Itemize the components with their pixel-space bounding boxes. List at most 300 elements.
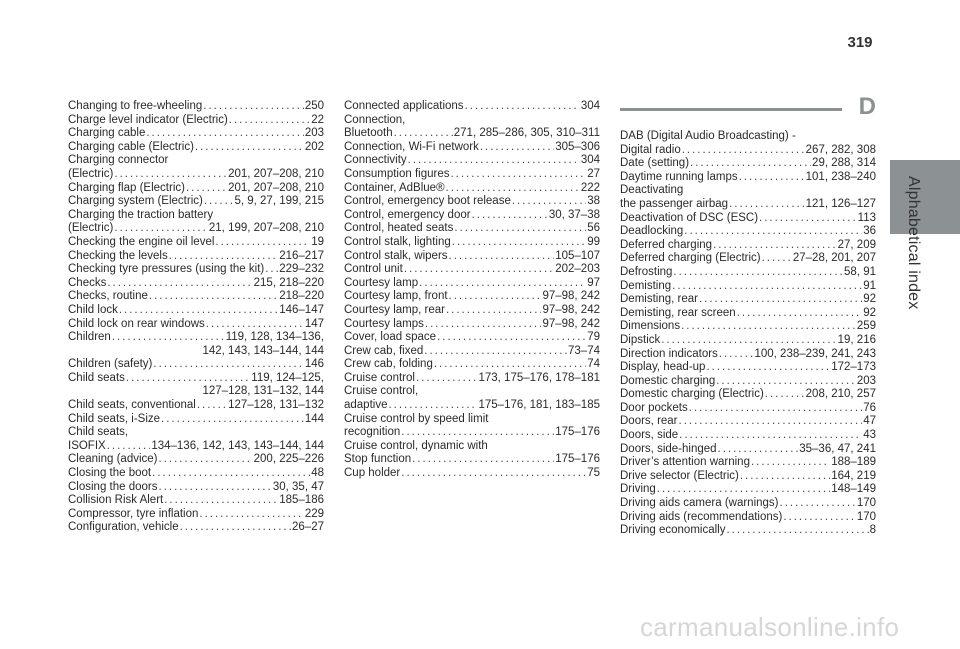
- index-entry-line: [620, 320, 876, 334]
- index-entry-line: [68, 304, 324, 318]
- index-entry-term: Connection, Wi-Fi network: [344, 140, 479, 153]
- index-entry: [344, 331, 600, 345]
- letter-heading: [620, 93, 876, 126]
- dot-leader: [401, 467, 586, 481]
- index-entry-line: [68, 100, 324, 114]
- index-entry: [620, 334, 876, 348]
- index-entry: [620, 443, 876, 457]
- dot-leader: [112, 331, 225, 345]
- index-entry: [620, 171, 876, 185]
- dot-leader: [718, 443, 799, 457]
- index-entry-term: Changing to free-wheeling: [68, 100, 203, 112]
- index-entry-line: [68, 236, 324, 250]
- index-entry-line: [620, 157, 876, 171]
- index-entry-line: [68, 114, 324, 128]
- index-entry: [68, 290, 324, 304]
- index-entry-term: Doors, rear: [620, 415, 678, 428]
- index-entry-line: [620, 266, 876, 280]
- index-entry-term: Cruise control,: [344, 385, 419, 398]
- index-entry-term: Doors, side: [620, 429, 679, 442]
- index-entry-pages: 147: [304, 317, 324, 330]
- dot-leader: [673, 266, 843, 280]
- index-entry-term: Demisting: [620, 279, 672, 292]
- dot-leader: [449, 290, 542, 304]
- index-entry-term: Driving economically: [620, 524, 726, 537]
- index-entry-line: [68, 222, 324, 236]
- dot-leader: [434, 358, 586, 372]
- index-entry-pages-continued: 127–128, 131–132, 144: [202, 385, 324, 398]
- index-column-2: [344, 100, 600, 481]
- index-entry-line: [620, 184, 876, 198]
- index-entry-line: [68, 209, 324, 223]
- index-entry-pages: 173, 175–176, 178–181: [478, 371, 600, 384]
- index-entry: [68, 182, 324, 196]
- index-entry: [344, 372, 600, 386]
- index-entry-term: Child seats, i-Size: [68, 412, 161, 425]
- index-entry-term: Closing the doors: [68, 480, 158, 493]
- index-entry-pages: 304: [580, 100, 600, 112]
- index-entry-line: [344, 331, 600, 345]
- dot-leader: [740, 470, 830, 484]
- index-entry-term: Dimensions: [620, 320, 681, 333]
- index-entry-term: Driving aids camera (warnings): [620, 497, 779, 510]
- index-entry-term: Charging cable: [68, 127, 146, 140]
- index-entry-term: Control, heated seats: [344, 222, 454, 235]
- index-entry: [620, 361, 876, 375]
- dot-leader: [203, 100, 304, 114]
- index-entry-pages: 74: [587, 358, 600, 371]
- index-entry-line: [344, 399, 600, 413]
- dot-leader: [726, 524, 868, 538]
- index-entry-line: [620, 415, 876, 429]
- index-entry-pages: 101, 238–240: [805, 170, 876, 183]
- index-entry: [344, 222, 600, 236]
- index-entry-pages: 27–28, 201, 207: [792, 252, 876, 265]
- dot-leader: [657, 483, 830, 497]
- index-entry-line: [344, 318, 600, 332]
- dot-leader: [180, 521, 291, 535]
- index-entry-term: recognition: [344, 426, 401, 439]
- dot-leader: [164, 494, 278, 508]
- index-entry-term: Deferred charging: [620, 238, 713, 251]
- index-entry: [620, 225, 876, 239]
- dot-leader: [425, 318, 542, 332]
- index-entry: [344, 209, 600, 223]
- index-entry-pages: 97: [587, 276, 600, 289]
- index-entry: [344, 440, 600, 467]
- index-entry: [620, 157, 876, 171]
- dot-leader: [679, 429, 862, 443]
- index-entry: [68, 372, 324, 399]
- dot-leader: [480, 141, 554, 155]
- dot-leader: [449, 250, 555, 264]
- dot-leader: [729, 198, 805, 212]
- dot-leader: [699, 293, 862, 307]
- section-label: Alphabetical index: [905, 176, 922, 310]
- index-entry-line: [68, 263, 324, 277]
- dot-leader: [689, 402, 862, 416]
- index-entry-term: Connected applications: [344, 100, 464, 112]
- index-entry-line: [68, 277, 324, 291]
- index-entry: [68, 100, 324, 114]
- index-entry: [68, 413, 324, 427]
- index-entry-pages: 56: [587, 222, 600, 235]
- index-entry: [620, 212, 876, 226]
- index-entry-line: [344, 195, 600, 209]
- index-entry: [344, 318, 600, 332]
- index-entry: [620, 483, 876, 497]
- index-entry: [344, 385, 600, 412]
- index-entry-pages: 202: [304, 140, 324, 153]
- index-entry: [68, 331, 324, 358]
- index-entry-pages: 170: [856, 497, 876, 510]
- index-entry-term: Doors, side-hinged: [620, 442, 717, 455]
- index-entry: [68, 195, 324, 209]
- index-entry-term: Charging system (Electric): [68, 195, 203, 208]
- index-entry-line: [620, 456, 876, 470]
- index-entry-line: [344, 453, 600, 467]
- index-entry-line: [344, 168, 600, 182]
- index-entry: [620, 415, 876, 429]
- index-entry-pages: 201, 207–208, 210: [228, 181, 324, 194]
- dot-leader: [472, 209, 548, 223]
- dot-leader: [424, 345, 567, 359]
- index-entry-term: Charge level indicator (Electric): [68, 113, 228, 126]
- index-entry: [620, 252, 876, 266]
- index-entry-line: [68, 467, 324, 481]
- index-entry-line: [620, 252, 876, 266]
- index-entry-line: [68, 182, 324, 196]
- index-entry-term: Cruise control: [344, 371, 415, 384]
- index-entry-term: Stop function: [344, 453, 412, 466]
- index-entry-pages: 38: [587, 195, 600, 208]
- dot-leader: [404, 263, 554, 277]
- dot-leader: [682, 144, 805, 158]
- index-entry-line: [620, 402, 876, 416]
- dot-leader: [388, 399, 477, 413]
- index-entry-term: Control unit: [344, 263, 403, 276]
- index-entry-pages: 22: [311, 113, 324, 126]
- index-entry-line: [620, 307, 876, 321]
- index-entry-line: [68, 440, 324, 454]
- dot-leader: [152, 467, 310, 481]
- index-entry-pages: 8: [869, 524, 876, 537]
- index-entry-pages: 47: [863, 415, 876, 428]
- index-entry-line: [620, 361, 876, 375]
- index-entry-line: [344, 141, 600, 155]
- index-entry-line: [344, 277, 600, 291]
- dot-leader: [114, 168, 227, 182]
- index-entry-term: (Electric): [68, 167, 114, 180]
- index-entry-term: Domestic charging: [620, 374, 716, 387]
- index-entry: [344, 195, 600, 209]
- index-entry: [68, 508, 324, 522]
- index-entry: [620, 307, 876, 321]
- watermark: carmanualsonline.info: [640, 612, 900, 642]
- index-entry: [68, 277, 324, 291]
- index-entry-pages: 218–220: [279, 290, 324, 303]
- index-entry-line: [68, 127, 324, 141]
- index-entry-line: [68, 358, 324, 372]
- index-entry-pages: 97–98, 242: [542, 290, 600, 303]
- index-entry: [68, 263, 324, 277]
- index-entry-pages: 27, 209: [837, 238, 876, 251]
- index-entry: [620, 293, 876, 307]
- index-entry-term: Control stalk, lighting: [344, 235, 451, 248]
- index-entry-pages: 144: [304, 412, 324, 425]
- dot-leader: [681, 320, 856, 334]
- index-entry-term: Child lock: [68, 303, 118, 316]
- index-entry-line: [344, 385, 600, 399]
- dot-leader: [186, 182, 227, 196]
- index-entry-line: [620, 198, 876, 212]
- index-entry-pages: 134–136, 142, 143, 143–144, 144: [151, 439, 324, 452]
- index-entry: [344, 114, 600, 141]
- index-entry: [620, 184, 876, 211]
- index-entry-pages: 175–176, 181, 183–185: [478, 399, 600, 412]
- index-entry-line: [620, 429, 876, 443]
- index-entry-line: [68, 453, 324, 467]
- index-entry-pages-continued: 142, 143, 143–144, 144: [202, 344, 324, 357]
- index-entry-pages: 105–107: [555, 249, 600, 262]
- index-entry-pages: 185–186: [279, 494, 324, 507]
- dot-leader: [408, 154, 580, 168]
- index-entry-line: [344, 345, 600, 359]
- index-entry: [344, 100, 600, 114]
- index-entry-term: Child seats, conventional: [68, 399, 196, 412]
- index-entry-term: Driving aids (recommendations): [620, 510, 783, 523]
- index-entry: [68, 304, 324, 318]
- index-entry-term: Driving: [620, 483, 656, 496]
- index-entry-line: [68, 250, 324, 264]
- index-entry-pages: 27: [587, 167, 600, 180]
- index-entry-term: Collision Risk Alert: [68, 494, 164, 507]
- index-entry-term: Deadlocking: [620, 225, 684, 238]
- index-entry-pages: 113: [857, 211, 876, 224]
- index-entry-pages: 100, 238–239, 241, 243: [754, 347, 876, 360]
- index-entry-pages: 79: [587, 331, 600, 344]
- index-entry: [344, 250, 600, 264]
- index-entry-term: Cruise control by speed limit: [344, 412, 489, 425]
- index-entry-pages: 172–173: [831, 361, 876, 374]
- dot-leader: [146, 127, 303, 141]
- dot-leader: [149, 290, 278, 304]
- index-entry: [620, 239, 876, 253]
- index-entry-pages: 36: [863, 225, 876, 238]
- index-entry: [620, 388, 876, 402]
- dot-leader: [783, 511, 855, 525]
- index-entry-pages: 43: [863, 429, 876, 442]
- index-entry-line: [68, 426, 324, 440]
- index-entry-line: [68, 331, 324, 345]
- index-entry: [620, 524, 876, 538]
- index-entry-term: Bluetooth: [344, 127, 393, 140]
- dot-leader: [780, 497, 856, 511]
- dot-leader: [719, 348, 754, 362]
- index-column-3: [620, 130, 876, 538]
- index-entry-line: [344, 426, 600, 440]
- index-entry-line: [620, 144, 876, 158]
- index-entry-pages: 229: [304, 507, 324, 520]
- index-entry: [68, 127, 324, 141]
- index-entry-term: Container, AdBlue®: [344, 181, 445, 194]
- index-entry: [344, 413, 600, 440]
- index-entry: [68, 236, 324, 250]
- index-entry-term: Daytime running lamps: [620, 170, 738, 183]
- index-entry-line: [344, 127, 600, 141]
- index-entry-term: Door pockets: [620, 401, 688, 414]
- dot-leader: [206, 318, 304, 332]
- index-entry-pages: 75: [587, 467, 600, 480]
- index-entry-term: (Electric): [68, 222, 114, 235]
- index-entry-pages: 208, 210, 257: [805, 388, 876, 401]
- index-entry-pages: 229–232: [279, 263, 324, 276]
- index-entry-term: Cup holder: [344, 467, 401, 480]
- index-entry: [620, 266, 876, 280]
- index-entry-pages: 92: [863, 306, 876, 319]
- index-entry-term: Charging the traction battery: [68, 208, 214, 221]
- index-entry-pages: 73–74: [568, 344, 600, 357]
- dot-leader: [716, 375, 856, 389]
- index-entry-pages: 146–147: [279, 303, 324, 316]
- dot-leader: [437, 331, 586, 345]
- index-entry-line: [620, 511, 876, 525]
- index-entry-pages: 259: [856, 320, 876, 333]
- index-entry-line: [344, 222, 600, 236]
- index-entry-term: Configuration, vehicle: [68, 521, 179, 534]
- dot-leader: [416, 372, 478, 386]
- dot-leader: [401, 426, 554, 440]
- dot-leader: [107, 277, 252, 291]
- dot-leader: [765, 388, 805, 402]
- index-entry-term: Checks, routine: [68, 290, 148, 303]
- index-entry-pages: 35–36, 47, 241: [799, 442, 876, 455]
- letter-heading-letter: D: [858, 93, 876, 120]
- index-entry-pages: 203: [304, 127, 324, 140]
- index-entry-line: [620, 225, 876, 239]
- index-entry-line: [344, 250, 600, 264]
- index-entry-line: [620, 470, 876, 484]
- index-entry-term: Crew cab, folding: [344, 358, 433, 371]
- index-entry-line: [68, 481, 324, 495]
- index-entry-line: [344, 290, 600, 304]
- index-entry-line: [344, 263, 600, 277]
- index-entry: [68, 467, 324, 481]
- dot-leader: [159, 481, 272, 495]
- index-entry: [344, 358, 600, 372]
- index-entry-pages: 19: [311, 235, 324, 248]
- index-entry-term: Control, emergency door: [344, 208, 471, 221]
- index-entry-pages: 304: [580, 154, 600, 167]
- index-entry-term: Courtesy lamps: [344, 317, 424, 330]
- index-entry-line: [68, 141, 324, 155]
- index-column-1: [68, 100, 324, 535]
- index-entry-term: Charging connector: [68, 154, 169, 167]
- index-entry: [68, 481, 324, 495]
- index-entry-line: [620, 334, 876, 348]
- index-entry-line: [68, 195, 324, 209]
- index-entry-term: Compressor, tyre inflation: [68, 507, 199, 520]
- index-entry-term: Deactivating: [620, 184, 684, 197]
- index-entry-term: Driver’s attention warning: [620, 456, 750, 469]
- index-entry-pages: 30, 35, 47: [272, 480, 324, 493]
- dot-leader: [739, 171, 805, 185]
- index-entry: [620, 470, 876, 484]
- dot-leader: [706, 361, 830, 375]
- index-entry: [620, 511, 876, 525]
- index-entry-line: [344, 209, 600, 223]
- index-entry-pages: 99: [587, 235, 600, 248]
- index-entry-line: [620, 388, 876, 402]
- dot-leader: [119, 304, 278, 318]
- index-entry-term: Display, head-up: [620, 361, 706, 374]
- index-entry: [344, 154, 600, 168]
- index-entry-line: [344, 154, 600, 168]
- index-entry: [620, 402, 876, 416]
- index-entry-term: Checking tyre pressures (using the kit): [68, 263, 265, 276]
- index-entry-pages: 170: [856, 510, 876, 523]
- index-entry-term: Children: [68, 331, 111, 344]
- index-entry-pages: 19, 216: [837, 333, 876, 346]
- index-entry-term: Courtesy lamp, front: [344, 290, 448, 303]
- index-entry-pages: 26–27: [292, 521, 324, 534]
- dot-leader: [394, 127, 453, 141]
- index-entry-pages: 203: [856, 374, 876, 387]
- index-entry-line: [620, 497, 876, 511]
- dot-leader: [114, 222, 208, 236]
- dot-leader: [713, 239, 837, 253]
- index-entry-term: Charging cable (Electric): [68, 140, 194, 153]
- dot-leader: [169, 250, 278, 264]
- dot-leader: [759, 212, 857, 226]
- dot-leader: [762, 252, 792, 266]
- index-entry-term: adaptive: [344, 399, 388, 412]
- index-entry-term: Drive selector (Electric): [620, 469, 739, 482]
- index-entry: [620, 375, 876, 389]
- index-entry-line: [68, 372, 324, 386]
- index-entry: [68, 250, 324, 264]
- index-entry: [68, 494, 324, 508]
- index-entry-line: [620, 348, 876, 362]
- dot-leader: [159, 453, 253, 467]
- index-entry-term: Connectivity: [344, 154, 407, 167]
- index-entry-term: Dipstick: [620, 333, 661, 346]
- index-entry-line: [344, 100, 600, 114]
- index-entry-pages: 58, 91: [844, 265, 876, 278]
- index-entry-pages: 175–176: [555, 453, 600, 466]
- dot-leader: [737, 307, 863, 321]
- dot-leader: [199, 508, 303, 522]
- index-entry: [68, 154, 324, 181]
- dot-leader: [446, 304, 541, 318]
- index-entry-line: [620, 239, 876, 253]
- index-entry-line: [68, 399, 324, 413]
- index-entry-term: ISOFIX: [68, 439, 106, 452]
- index-entry-pages: 216–217: [279, 249, 324, 262]
- dot-leader: [446, 182, 580, 196]
- index-entry-line: [620, 171, 876, 185]
- index-entry-term: Checks: [68, 276, 107, 289]
- index-entry-pages: 30, 37–38: [548, 208, 600, 221]
- index-entry: [344, 168, 600, 182]
- index-entry: [68, 318, 324, 332]
- index-entry-pages: 267, 282, 308: [805, 143, 876, 156]
- index-entry-term: Closing the boot: [68, 467, 152, 480]
- index-entry-term: Control, emergency boot release: [344, 195, 511, 208]
- index-entry-pages: 201, 207–208, 210: [228, 167, 324, 180]
- index-entry: [620, 348, 876, 362]
- index-entry-line: [68, 154, 324, 168]
